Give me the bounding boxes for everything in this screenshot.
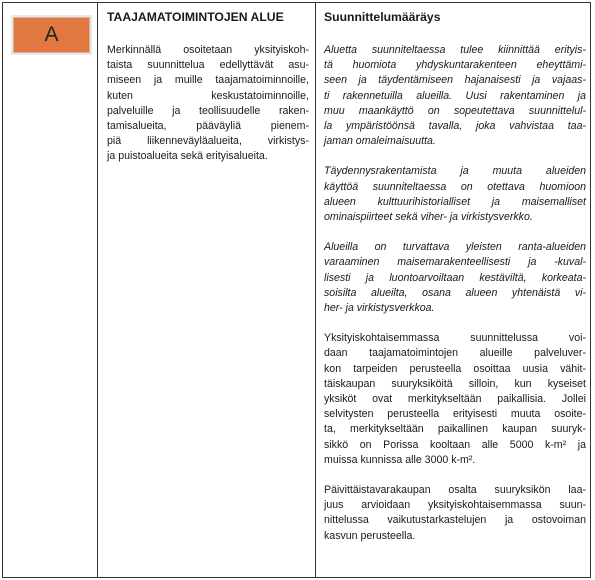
text-line: ta, merkitykseltään paikallinen kaupan suuryk- — [324, 423, 586, 436]
text-line: kuten keskustatoiminnoille, — [107, 89, 309, 102]
area-description — [107, 43, 309, 165]
column-divider — [315, 3, 316, 577]
text-line: her- ja virkistysverkkoa. — [324, 302, 435, 315]
text-line: alueen kulttuurihistorialliset ja maisemalliset — [324, 195, 586, 208]
text-line: la ympäristöönsä tavalla, joka vahvistaa taa- — [324, 120, 586, 133]
text-line: tamisalueita, pääväyliä pienem- — [107, 120, 309, 133]
provision-heading: Suunnittelumääräys — [324, 10, 441, 24]
provision-paragraph — [324, 331, 586, 468]
area-marker-badge — [13, 17, 90, 53]
text-line: kon tarpeiden perusteella osoittaa uusia vähit- — [324, 362, 586, 375]
text-line: taista suunnittelua edellyttävät asu- — [107, 59, 309, 72]
text-line: täiskaupan suuryksiköitä silloin, kun kyseiset — [324, 377, 586, 390]
column-divider — [97, 3, 98, 577]
text-line: yksiköt ovat merkitykseltään paikallisia. Jollei — [324, 393, 586, 406]
text-line: ti rakennetuilla alueilla. Uusi rakentaminen ja — [324, 89, 586, 102]
area-description-cell — [107, 9, 309, 165]
text-line: soisilta alueilta, osana alueen yhtenäistä vi- — [324, 286, 586, 299]
text-line: palveluille ja teollisuudelle raken- — [107, 104, 309, 117]
provision-paragraph — [324, 43, 586, 149]
text-line: kasvun perusteella. — [324, 529, 416, 542]
text-line: Merkinnällä osoitetaan yksityiskoh- — [107, 44, 309, 56]
text-line: Täydennysrakentamista ja muuta alueiden — [324, 165, 586, 178]
text-line: ominaispiirteet sekä viher- ja virkistysverkko. — [324, 211, 533, 224]
provision-paragraph — [324, 240, 586, 316]
provision-paragraph — [324, 483, 586, 544]
text-line: muu maankäyttö on sopeutettava suunnittelul- — [324, 104, 586, 117]
text-line: Yksityiskohtaisemmassa suunnittelussa voi- — [324, 332, 586, 345]
text-line: tä huomiota yhdyskuntarakenteen eheyttämi- — [324, 59, 586, 72]
text-line: Päivittäistavarakaupan osalta suuryksikön laa- — [324, 484, 586, 497]
text-line: muissa kunnissa alle 3000 k-m². — [324, 453, 476, 466]
text-line: jaman omaleimaisuutta. — [324, 135, 436, 148]
text-line: ja puistoalueita sekä erityisalueita. — [107, 150, 268, 163]
text-line: käyttöä suunniteltaessa on otettava huomioon — [324, 180, 586, 193]
badge-letter: A — [44, 23, 59, 46]
text-line: piä liikenneväyläalueita, virkistys- — [107, 135, 309, 148]
text-line: lisesti ja luontoarvoiltaan kestäviltä, korkeata- — [324, 271, 586, 284]
text-line: Aluetta suunniteltaessa tulee kiinnittää erityis- — [324, 44, 586, 56]
text-line: nittelussa vaikutustarkastelujen ja ostovoiman — [324, 514, 586, 527]
planning-provision-cell — [324, 9, 586, 544]
text-line: varaaminen maisemarakenteellisesti ja -kuval- — [324, 256, 586, 269]
text-line: seen ja täydentämiseen hajanaisesti ja vajaas- — [324, 74, 586, 87]
text-line: sikkö on Porissa kooltaan alle 5000 k-m² ja — [324, 438, 586, 451]
regulation-table — [2, 2, 591, 578]
provision-paragraph — [324, 164, 586, 225]
text-line: juus arvioidaan yksityiskohtaisemmassa suun- — [324, 499, 586, 512]
text-line: daan taajamatoimintojen alueille palveluver- — [324, 347, 586, 360]
text-line: Alueilla on turvattava yleisten ranta-alueiden — [324, 241, 586, 254]
area-heading: TAAJAMATOIMINTOJEN ALUE — [107, 10, 284, 24]
text-line: selvitysten perusteella erityisesti muuta osoite- — [324, 408, 586, 421]
text-line: miseen ja muille taajamatoiminnoille, — [107, 74, 309, 87]
